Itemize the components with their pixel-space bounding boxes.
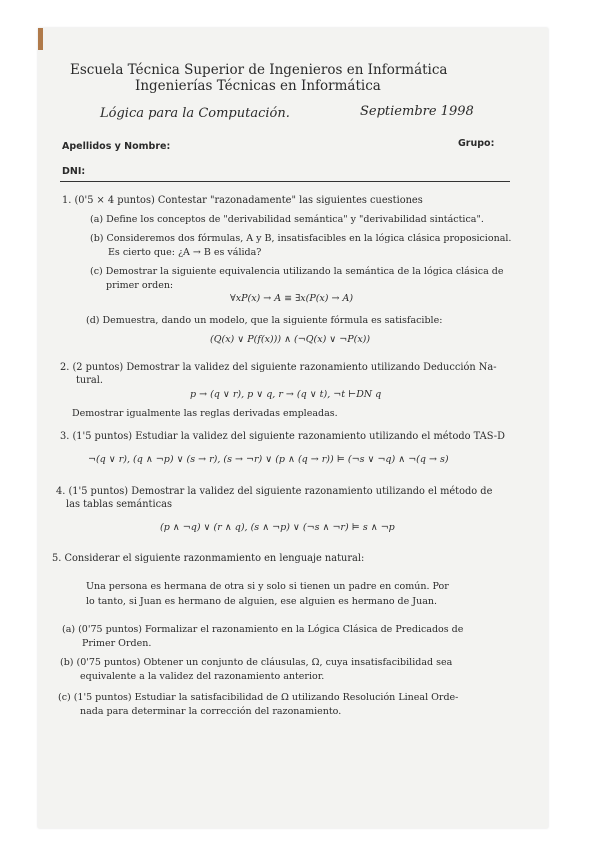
q1-item-b-cont: Es cierto que: ¿A → B es válida? bbox=[108, 247, 262, 258]
q5-text-line2: lo tanto, si Juan es hermano de alguien, ese alguien es hermano de Juan. bbox=[86, 596, 438, 607]
q1-c-formula: ∀xP(x) → A ≡ ∃x(P(x) → A) bbox=[230, 293, 354, 304]
divider-line bbox=[60, 181, 510, 182]
q5-item-a-cont: Primer Orden. bbox=[82, 638, 152, 649]
q3-formula: ¬(q ∨ r), (q ∧ ¬p) ∨ (s → r), (s → ¬r) ∨ (p ∧ (q → r)) ⊨ (¬s ∨ ¬q) ∧ ¬(q → s) bbox=[88, 454, 449, 465]
q5-item-b-cont: equivalente a la validez del razonamiento anterior. bbox=[80, 671, 325, 682]
q1-item-b: (b) Consideremos dos fórmulas, A y B, insatisfacibles en la lógica clásica proposicional. bbox=[90, 233, 512, 244]
q5-item-c: (c) (1'5 puntos) Estudiar la satisfacibilidad de Ω utilizando Resolución Lineal Orde- bbox=[58, 692, 459, 703]
q5-item-c-cont: nada para determinar la corrección del razonamiento. bbox=[80, 706, 342, 717]
q1-title: 1. (0'5 × 4 puntos) Contestar "razonadamente" las siguientes cuestiones bbox=[62, 195, 423, 206]
school-name: Escuela Técnica Superior de Ingenieros en Informática bbox=[70, 62, 448, 78]
name-label: Apellidos y Nombre: bbox=[62, 141, 171, 152]
school-subtitle: Ingenierías Técnicas en Informática bbox=[135, 78, 381, 94]
q3-title: 3. (1'5 puntos) Estudiar la validez del siguiente razonamiento utilizando el método TAS-D bbox=[60, 431, 505, 442]
corner-fold bbox=[38, 28, 43, 50]
q1-d-formula: (Q(x) ∨ P(f(x))) ∧ (¬Q(x) ∨ ¬P(x)) bbox=[210, 334, 371, 345]
q2-formula: p → (q ∨ r), p ∨ q, r → (q ∨ t), ¬t ⊢DN q bbox=[190, 389, 382, 400]
q5-item-b: (b) (0'75 puntos) Obtener un conjunto de cláusulas, Ω, cuya insatisfacibilidad sea bbox=[60, 657, 453, 668]
q2-title: 2. (2 puntos) Demostrar la validez del siguiente razonamiento utilizando Deducción Na- bbox=[60, 362, 497, 373]
q5-item-a: (a) (0'75 puntos) Formalizar el razonamiento en la Lógica Clásica de Predicados de bbox=[62, 624, 464, 635]
q5-text-line1: Una persona es hermana de otra si y solo si tienen un padre en común. Por bbox=[86, 581, 449, 592]
course-title: Lógica para la Computación. bbox=[100, 106, 290, 121]
q5-title: 5. Considerar el siguiente razonmamiento en lenguaje natural: bbox=[52, 553, 365, 564]
q2-note: Demostrar igualmente las reglas derivadas empleadas. bbox=[72, 408, 338, 419]
q2-title-cont: tural. bbox=[76, 375, 104, 386]
q1-item-c: (c) Demostrar la siguiente equivalencia utilizando la semántica de la lógica clásica de bbox=[90, 266, 504, 277]
exam-date: Septiembre 1998 bbox=[360, 104, 474, 119]
q4-title: 4. (1'5 puntos) Demostrar la validez del siguiente razonamiento utilizando el método de bbox=[56, 486, 493, 497]
q1-item-d: (d) Demuestra, dando un modelo, que la siguiente fórmula es satisfacible: bbox=[86, 315, 443, 326]
q1-item-c-cont: primer orden: bbox=[106, 280, 174, 291]
dni-label: DNI: bbox=[62, 166, 86, 177]
q4-title-cont: las tablas semánticas bbox=[66, 499, 172, 510]
q4-formula: (p ∧ ¬q) ∨ (r ∧ q), (s ∧ ¬p) ∨ (¬s ∧ ¬r) ⊨ s ∧ ¬p bbox=[160, 522, 395, 533]
group-label: Grupo: bbox=[458, 138, 495, 149]
q1-item-a: (a) Define los conceptos de "derivabilidad semántica" y "derivabilidad sintáctica". bbox=[90, 214, 484, 225]
